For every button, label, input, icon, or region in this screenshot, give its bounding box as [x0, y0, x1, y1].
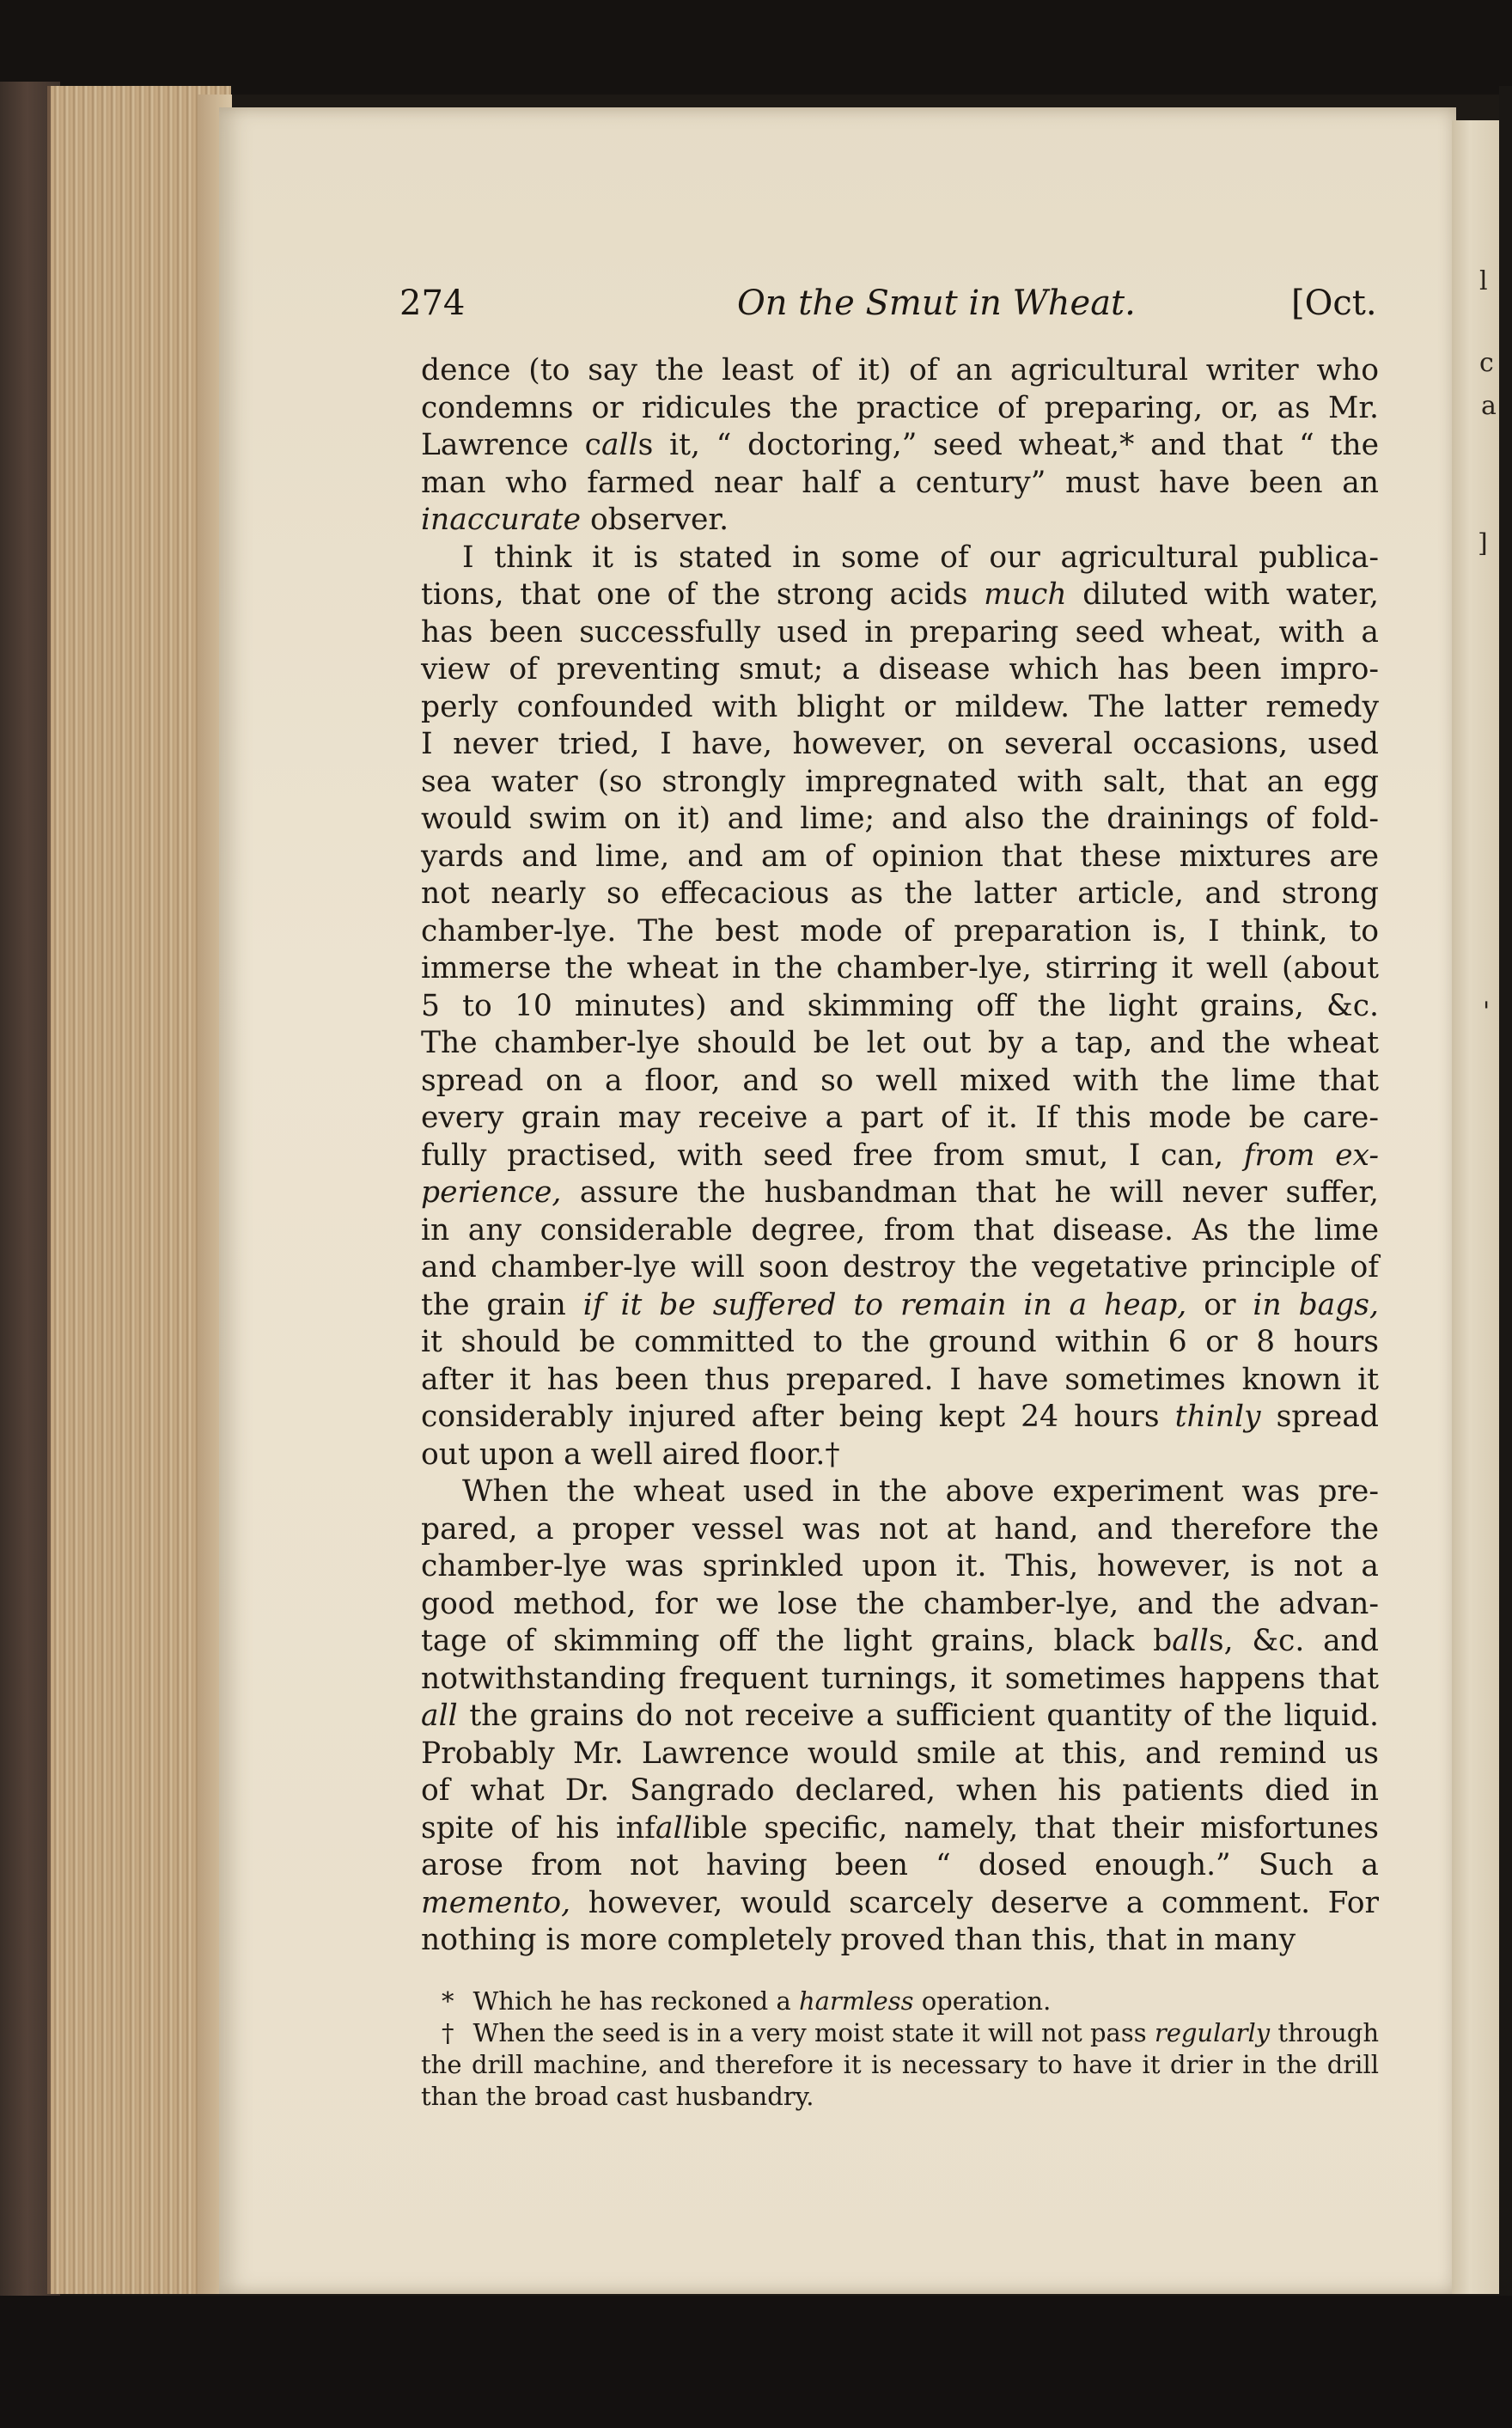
italic-text: inaccurate: [421, 503, 582, 537]
text-line: pared, a proper vessel was not at hand, and therefore the: [421, 1511, 1379, 1546]
background-right: [1499, 86, 1512, 2320]
running-month: [Oct.: [1291, 284, 1377, 323]
text-line: would swim on it) and lime; and also the drainings of fold-: [421, 802, 1379, 836]
italic-text: regularly: [1154, 2017, 1271, 2047]
background-bottom: [0, 2296, 1512, 2428]
text-line: Probably Mr. Lawrence would smile at this, and remind us: [421, 1736, 1379, 1771]
text-line: in any considerable degree, from that disease. As the lime: [421, 1212, 1379, 1248]
text-line: chamber-lye was sprinkled upon it. This, however, is not a: [421, 1549, 1379, 1583]
italic-text: memento,: [421, 1885, 571, 1920]
text-line: every grain may receive a part of it. If this mode be care-: [421, 1101, 1379, 1135]
right-margin-mark: c: [1479, 348, 1494, 378]
paragraph-3: [421, 1473, 1379, 1960]
italic-text: all: [421, 1699, 458, 1733]
text-line: has been successfully used in preparing seed wheat, with a: [421, 614, 1379, 650]
text-line: it should be committed to the ground within 6 or 8 hours: [421, 1325, 1379, 1359]
text-line: I never tried, I have, however, on several occasions, used: [421, 727, 1379, 761]
right-margin-mark: l: [1479, 266, 1488, 296]
text-line: good method, for we lose the chamber-lye, and the advan-: [421, 1586, 1379, 1621]
italic-text: all: [601, 428, 638, 462]
italic-text: all: [1172, 1624, 1209, 1658]
text-line: after it has been thus prepared. I have sometimes known it: [421, 1362, 1379, 1397]
italic-text: in bags,: [1253, 1287, 1379, 1322]
text-line: of what Dr. Sangrado declared, when his patients died in: [421, 1773, 1379, 1808]
text-line: immerse the wheat in the chamber-lye, stirring it well (about: [421, 951, 1379, 985]
text-line: not nearly so effecacious as the latter article, and strong: [421, 876, 1379, 911]
footnote-line: than the broad cast husbandry.: [421, 2081, 814, 2111]
text-line: 5 to 10 minutes) and skimming off the light grains, &c.: [421, 988, 1379, 1023]
right-margin-mark: ': [1483, 997, 1491, 1027]
text-line: tage of skimming off the light grains, black balls, &c. and: [421, 1624, 1379, 1658]
paragraph-2: [421, 540, 1379, 1474]
text-line: perience, assure the husbandman that he will never suffer,: [421, 1175, 1379, 1210]
text-line: perly confounded with blight or mildew. The latter remedy: [421, 689, 1379, 724]
footnote-line: the drill machine, and therefore it is necessary to have it drier in the drill: [421, 2049, 1379, 2079]
right-margin-mark: a: [1481, 391, 1497, 421]
footnotes: [421, 1986, 1379, 2113]
italic-text: harmless: [798, 1986, 914, 2016]
text-line: arose from not having been “ dosed enough.” Such a: [421, 1848, 1379, 1882]
italic-text: perience,: [421, 1175, 562, 1210]
text-line: memento, however, would scarcely deserve a comment. For: [421, 1885, 1379, 1920]
text-line: dence (to say the least of it) of an agricultural writer who: [421, 353, 1379, 387]
paragraph-1: [421, 352, 1379, 540]
text-line: man who farmed near half a century” must have been an: [421, 465, 1379, 500]
footnote-line: [421, 2017, 1379, 2049]
italic-text: thinly: [1174, 1400, 1261, 1434]
footnote-symbol: *: [442, 1986, 454, 2016]
text-line: condemns or ridicules the practice of preparing, or, as Mr.: [421, 390, 1379, 425]
text-line: notwithstanding frequent turnings, it sometimes happens that: [421, 1661, 1379, 1696]
italic-text: all: [655, 1810, 692, 1845]
footnote-1: [421, 1986, 1379, 2017]
page-number: 274: [399, 284, 466, 323]
text-line: and chamber-lye will soon destroy the vegetative principle of: [421, 1250, 1379, 1284]
text-line: Lawrence calls it, “ doctoring,” seed wheat,* and that “ the: [421, 428, 1379, 462]
text-line: all the grains do not receive a sufficient quantity of the liquid.: [421, 1699, 1379, 1733]
footnote-2: [421, 2017, 1379, 2113]
text-line: yards and lime, and am of opinion that these mixtures are: [421, 839, 1379, 874]
text-line: the grain if it be suffered to remain in a heap, or in bags,: [421, 1287, 1379, 1322]
footnote-gap: [421, 1960, 1379, 1986]
italic-text: much: [984, 577, 1067, 612]
background-top: [0, 0, 1512, 95]
right-margin-mark: ]: [1478, 528, 1488, 558]
running-head: [0, 284, 1512, 335]
text-line: I think it is stated in some of our agricultural publica-: [462, 540, 1379, 575]
text-line: view of preventing smut; a disease which has been impro-: [421, 652, 1379, 686]
text-line: fully practised, with seed free from smut, I can, from ex-: [421, 1138, 1379, 1173]
text-line: nothing is more completely proved than this, that in many: [421, 1923, 1296, 1957]
text-line: tions, that one of the strong acids much diluted with water,: [421, 577, 1379, 612]
text-line: chamber-lye. The best mode of preparation is, I think, to: [421, 913, 1379, 949]
italic-text: if it be suffered to remain in a heap,: [582, 1287, 1187, 1322]
text-line: spread on a floor, and so well mixed with the lime that: [421, 1063, 1379, 1098]
running-title: On the Smut in Wheat.: [737, 284, 1136, 323]
text-line: sea water (so strongly impregnated with salt, that an egg: [421, 764, 1379, 799]
text-line: inaccurate observer.: [421, 503, 729, 537]
footnote-text: Which he has reckoned a harmless operation.: [472, 1986, 1052, 2016]
footnote-symbol: †: [442, 2017, 454, 2047]
text-line: out upon a well aired floor.†: [421, 1437, 840, 1472]
text-line: When the wheat used in the above experiment was pre-: [462, 1474, 1379, 1509]
italic-text: from ex-: [1243, 1138, 1379, 1173]
footnote-text: When the seed is in a very moist state it will not pass regularly through: [472, 2017, 1379, 2047]
text-line: The chamber-lye should be let out by a tap, and the wheat: [421, 1026, 1379, 1060]
page-text: [421, 352, 1379, 2113]
text-line: spite of his infallible specific, namely, that their misfortunes: [421, 1810, 1380, 1845]
text-line: considerably injured after being kept 24 hours thinly spread: [421, 1400, 1379, 1434]
